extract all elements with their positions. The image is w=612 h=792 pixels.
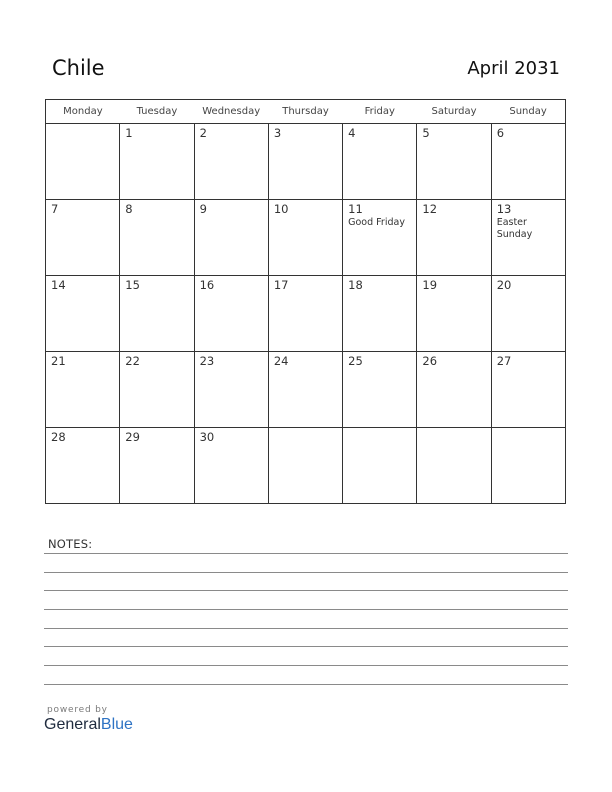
day-cell-holiday — [491, 200, 565, 276]
day-cell — [268, 276, 342, 352]
day-cell — [46, 124, 120, 200]
day-cell — [417, 124, 491, 200]
powered-by-text: powered by — [47, 705, 108, 715]
day-cell — [268, 352, 342, 428]
day-cell — [417, 352, 491, 428]
weekday-header: Sunday — [491, 100, 565, 124]
day-cell — [120, 200, 194, 276]
notes-line — [44, 553, 568, 554]
day-number: 16 — [199, 278, 215, 292]
day-number: 15 — [125, 278, 140, 292]
day-cell — [343, 428, 417, 504]
day-number: 2 — [199, 126, 207, 140]
day-number: 13 — [496, 202, 512, 216]
day-number: 17 — [273, 278, 289, 292]
day-cell — [417, 428, 491, 504]
day-number: 4 — [348, 126, 356, 140]
day-number: 10 — [273, 202, 289, 216]
day-cell — [268, 124, 342, 200]
day-cell — [491, 124, 565, 200]
notes-label: NOTES: — [48, 537, 93, 551]
day-number: 29 — [125, 430, 140, 444]
day-number: 6 — [496, 126, 505, 140]
day-number: 25 — [348, 354, 363, 368]
day-number: 9 — [199, 202, 207, 216]
day-cell — [194, 352, 268, 428]
weekday-header-row — [46, 100, 566, 124]
brand-logo — [44, 705, 133, 734]
day-cell — [343, 124, 417, 200]
day-number: 30 — [199, 430, 215, 444]
weekday-header: Friday — [343, 100, 417, 124]
day-cell — [46, 276, 120, 352]
day-number: 18 — [348, 278, 363, 292]
day-number: 27 — [496, 354, 512, 368]
day-cell — [268, 428, 342, 504]
day-number: 8 — [125, 202, 133, 216]
day-number: 21 — [51, 354, 66, 368]
day-number: 5 — [422, 126, 430, 140]
day-cell — [120, 124, 194, 200]
day-number: 11 — [348, 202, 363, 216]
day-number: 14 — [51, 278, 66, 292]
day-cell — [194, 276, 268, 352]
day-number: 28 — [51, 430, 66, 444]
day-cell — [194, 428, 268, 504]
country-title: Chile — [52, 56, 105, 80]
day-number: 26 — [422, 354, 438, 368]
holiday-label: Easter Sunday — [496, 217, 533, 240]
day-cell — [46, 428, 120, 504]
weekday-header: Wednesday — [194, 100, 268, 124]
day-cell — [491, 428, 565, 504]
notes-line — [44, 609, 568, 610]
notes-line — [44, 572, 568, 573]
day-cell — [343, 352, 417, 428]
weekday-header: Monday — [46, 100, 120, 124]
day-cell — [120, 276, 194, 352]
notes-line — [44, 665, 568, 666]
day-cell — [417, 276, 491, 352]
notes-line — [44, 628, 568, 629]
day-cell-holiday — [343, 200, 417, 276]
week-row — [46, 352, 566, 428]
day-cell — [46, 200, 120, 276]
notes-line — [44, 646, 568, 647]
holiday-label: Good Friday — [348, 217, 405, 228]
calendar-grid — [45, 99, 566, 504]
notes-line — [44, 590, 568, 591]
brand-name — [44, 716, 133, 734]
week-row — [46, 276, 566, 352]
weekday-header: Saturday — [417, 100, 491, 124]
brand-name-general: General — [44, 716, 101, 733]
day-number: 24 — [273, 354, 289, 368]
day-cell — [46, 352, 120, 428]
day-cell — [120, 428, 194, 504]
day-number: 3 — [273, 126, 282, 140]
weekday-header: Tuesday — [120, 100, 194, 124]
day-cell — [343, 276, 417, 352]
week-row — [46, 124, 566, 200]
day-number: 22 — [125, 354, 140, 368]
day-cell — [491, 352, 565, 428]
day-number: 23 — [199, 354, 215, 368]
day-number: 19 — [422, 278, 438, 292]
day-number: 7 — [51, 202, 59, 216]
day-cell — [268, 200, 342, 276]
week-row — [46, 428, 566, 504]
week-row — [46, 200, 566, 276]
day-number: 1 — [125, 126, 133, 140]
weekday-header: Thursday — [268, 100, 342, 124]
day-cell — [417, 200, 491, 276]
day-cell — [194, 124, 268, 200]
month-year-title: April 2031 — [467, 58, 560, 79]
day-cell — [194, 200, 268, 276]
day-cell — [491, 276, 565, 352]
day-number: 20 — [496, 278, 512, 292]
day-cell — [120, 352, 194, 428]
day-number: 12 — [422, 202, 438, 216]
brand-name-blue: Blue — [100, 716, 133, 733]
notes-line — [44, 684, 568, 685]
